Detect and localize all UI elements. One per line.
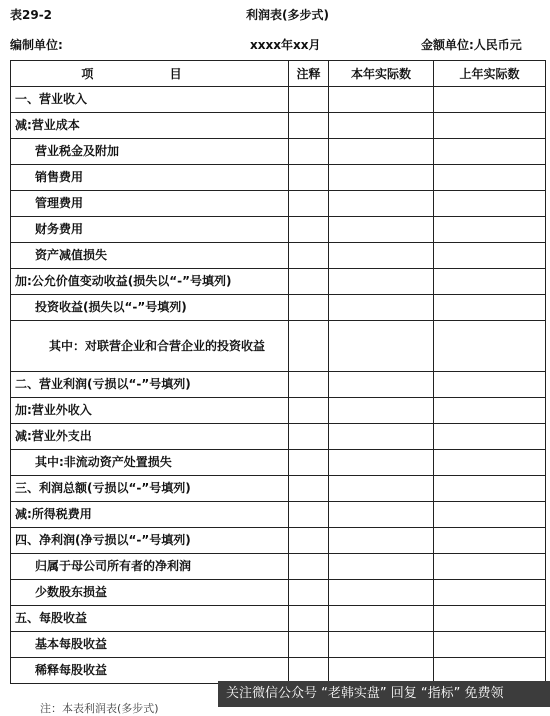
current-year-cell <box>329 424 434 450</box>
current-year-cell <box>329 398 434 424</box>
row-item-label: 减:营业成本 <box>11 113 289 139</box>
prior-year-cell <box>434 398 546 424</box>
prior-year-cell <box>434 165 546 191</box>
table-row <box>11 476 546 502</box>
current-year-cell <box>329 191 434 217</box>
table-row <box>11 658 546 684</box>
table-row <box>11 217 546 243</box>
note-cell <box>289 632 329 658</box>
table-row <box>11 87 546 113</box>
row-item-label: 三、利润总额(亏损以“-”号填列) <box>11 476 289 502</box>
row-item-label: 基本每股收益 <box>11 632 289 658</box>
note-cell <box>289 295 329 321</box>
current-year-cell <box>329 658 434 684</box>
prior-year-cell <box>434 139 546 165</box>
note-cell <box>289 502 329 528</box>
table-row <box>11 295 546 321</box>
row-item-label: 管理费用 <box>11 191 289 217</box>
note-cell <box>289 424 329 450</box>
current-year-cell <box>329 321 434 372</box>
note-cell <box>289 450 329 476</box>
row-item-label: 减:所得税费用 <box>11 502 289 528</box>
row-item-label: 资产减值损失 <box>11 243 289 269</box>
row-item-label: 四、净利润(净亏损以“-”号填列) <box>11 528 289 554</box>
income-statement-table <box>10 60 546 684</box>
current-year-cell <box>329 606 434 632</box>
table-row <box>11 632 546 658</box>
row-item-label: 二、营业利润(亏损以“-”号填列) <box>11 372 289 398</box>
current-year-cell <box>329 554 434 580</box>
current-year-cell <box>329 87 434 113</box>
prior-year-cell <box>434 295 546 321</box>
current-year-cell <box>329 632 434 658</box>
row-item-label: 其中：对联营企业和合营企业的投资收益 <box>11 321 289 372</box>
prior-year-cell <box>434 606 546 632</box>
preparing-unit-label: 编制单位: <box>10 38 63 52</box>
watermark-banner: 关注微信公众号 “老韩实盘” 回复 “指标” 免费领 <box>218 681 550 707</box>
table-row <box>11 243 546 269</box>
note-cell <box>289 269 329 295</box>
current-year-cell <box>329 372 434 398</box>
prior-year-cell <box>434 243 546 269</box>
column-header-item: 项 目 <box>11 61 289 87</box>
row-item-label: 减:营业外支出 <box>11 424 289 450</box>
row-item-label: 加:公允价值变动收益(损失以“-”号填列) <box>11 269 289 295</box>
row-item-label: 五、每股收益 <box>11 606 289 632</box>
table-row <box>11 165 546 191</box>
prior-year-cell <box>434 191 546 217</box>
column-header-current-year: 本年实际数 <box>329 61 434 87</box>
row-item-label: 财务费用 <box>11 217 289 243</box>
table-row <box>11 450 546 476</box>
prior-year-cell <box>434 450 546 476</box>
row-item-label: 一、营业收入 <box>11 87 289 113</box>
column-header-prior-year: 上年实际数 <box>434 61 546 87</box>
table-row <box>11 554 546 580</box>
note-cell <box>289 554 329 580</box>
table-row <box>11 528 546 554</box>
note-cell <box>289 528 329 554</box>
table-row <box>11 139 546 165</box>
prior-year-cell <box>434 632 546 658</box>
table-header-row <box>11 61 546 87</box>
note-cell <box>289 476 329 502</box>
table-row <box>11 191 546 217</box>
current-year-cell <box>329 295 434 321</box>
row-item-label: 稀释每股收益 <box>11 658 289 684</box>
table-row <box>11 321 546 372</box>
note-cell <box>289 139 329 165</box>
current-year-cell <box>329 269 434 295</box>
row-item-label: 营业税金及附加 <box>11 139 289 165</box>
prior-year-cell <box>434 528 546 554</box>
current-year-cell <box>329 243 434 269</box>
current-year-cell <box>329 580 434 606</box>
table-row <box>11 113 546 139</box>
row-item-label: 少数股东损益 <box>11 580 289 606</box>
current-year-cell <box>329 113 434 139</box>
prior-year-cell <box>434 658 546 684</box>
current-year-cell <box>329 217 434 243</box>
prior-year-cell <box>434 424 546 450</box>
table-number: 表29-2 <box>10 8 53 22</box>
row-item-label: 加:营业外收入 <box>11 398 289 424</box>
note-cell <box>289 87 329 113</box>
footnote: 注：本表利润表(多步式) <box>40 702 159 715</box>
prior-year-cell <box>434 269 546 295</box>
table-row <box>11 372 546 398</box>
note-cell <box>289 217 329 243</box>
table-row <box>11 424 546 450</box>
prior-year-cell <box>434 476 546 502</box>
note-cell <box>289 580 329 606</box>
table-row <box>11 502 546 528</box>
row-item-label: 其中:非流动资产处置损失 <box>11 450 289 476</box>
current-year-cell <box>329 450 434 476</box>
note-cell <box>289 243 329 269</box>
note-cell <box>289 321 329 372</box>
current-year-cell <box>329 165 434 191</box>
row-item-label: 销售费用 <box>11 165 289 191</box>
current-year-cell <box>329 502 434 528</box>
prior-year-cell <box>434 113 546 139</box>
table-row <box>11 580 546 606</box>
note-cell <box>289 113 329 139</box>
table-row <box>11 398 546 424</box>
current-year-cell <box>329 139 434 165</box>
note-cell <box>289 165 329 191</box>
currency-unit-label: 金额单位:人民币元 <box>421 38 522 52</box>
prior-year-cell <box>434 554 546 580</box>
note-cell <box>289 398 329 424</box>
prior-year-cell <box>434 580 546 606</box>
table-row <box>11 606 546 632</box>
column-header-note: 注释 <box>289 61 329 87</box>
table-row <box>11 269 546 295</box>
prior-year-cell <box>434 217 546 243</box>
note-cell <box>289 191 329 217</box>
current-year-cell <box>329 528 434 554</box>
note-cell <box>289 658 329 684</box>
row-item-label: 归属于母公司所有者的净利润 <box>11 554 289 580</box>
current-year-cell <box>329 476 434 502</box>
prior-year-cell <box>434 502 546 528</box>
table-title: 利润表(多步式) <box>246 8 329 22</box>
note-cell <box>289 372 329 398</box>
prior-year-cell <box>434 87 546 113</box>
prior-year-cell <box>434 372 546 398</box>
prior-year-cell <box>434 321 546 372</box>
row-item-label: 投资收益(损失以“-”号填列) <box>11 295 289 321</box>
note-cell <box>289 606 329 632</box>
report-period: xxxx年xx月 <box>250 38 321 52</box>
